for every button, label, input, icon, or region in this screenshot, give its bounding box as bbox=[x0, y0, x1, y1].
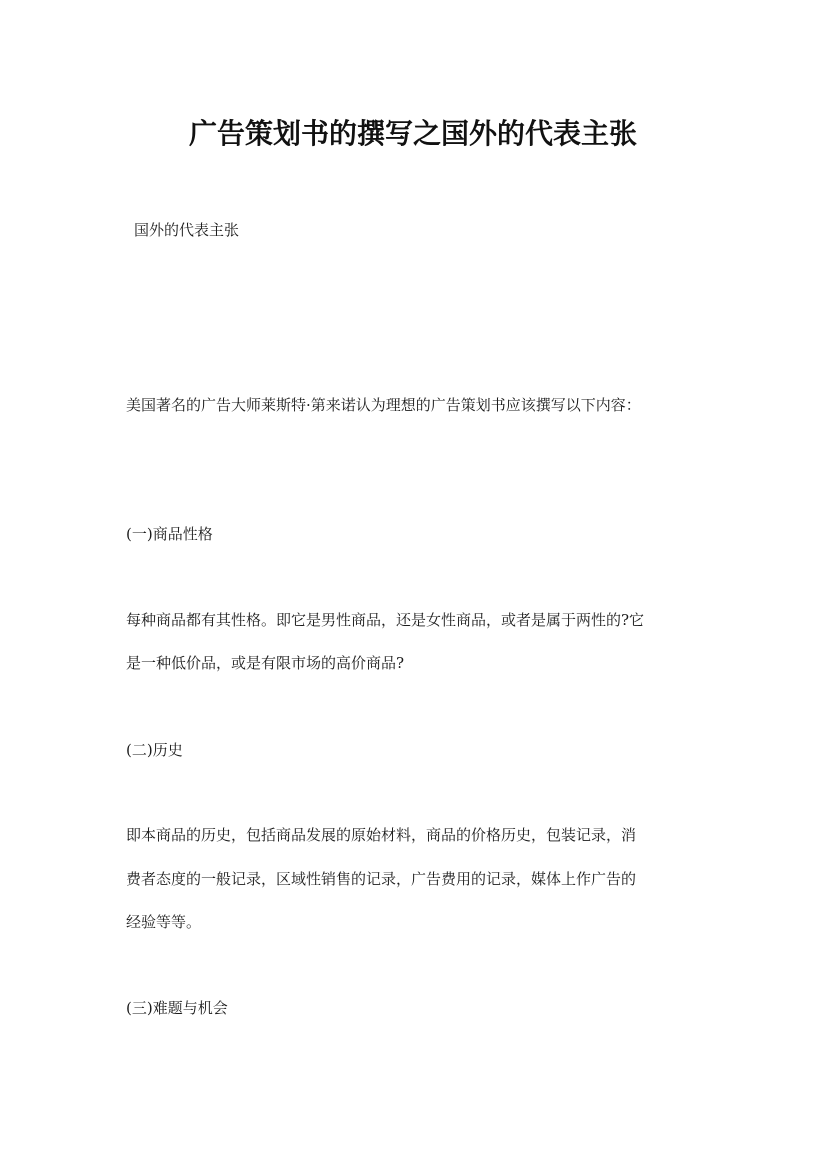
section-heading-product-character: (一)商品性格 bbox=[126, 525, 213, 543]
paragraph-line: 即本商品的历史，包括商品发展的原始材料，商品的价格历史，包装记录，消 bbox=[126, 826, 637, 844]
paragraph-line: 是一种低价品，或是有限市场的高价商品? bbox=[126, 654, 405, 672]
intro-paragraph: 美国著名的广告大师莱斯特·第来诺认为理想的广告策划书应该撰写以下内容： bbox=[126, 396, 641, 414]
document-subtitle: 国外的代表主张 bbox=[134, 221, 240, 239]
paragraph-line: 经验等等。 bbox=[126, 913, 202, 931]
document-title: 广告策划书的撰写之国外的代表主张 bbox=[188, 117, 637, 150]
section-heading-problems-opportunities: (三)难题与机会 bbox=[126, 999, 228, 1017]
paragraph-line: 每种商品都有其性格。即它是男性商品，还是女性商品，或者是属于两性的?它 bbox=[126, 611, 645, 629]
paragraph-line: 费者态度的一般记录，区域性销售的记录，广告费用的记录，媒体上作广告的 bbox=[126, 870, 637, 888]
section-heading-history: (二)历史 bbox=[126, 741, 183, 759]
